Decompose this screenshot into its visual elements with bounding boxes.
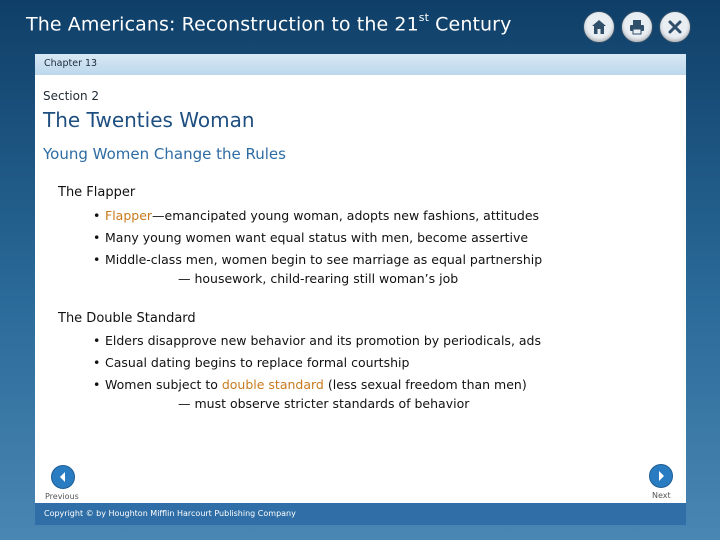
list-item: • Many young women want equal status with men, become assertive (93, 227, 542, 249)
slide-heading: The Twenties Woman (43, 108, 255, 132)
continuation-line: — must observe stricter standards of behavior (178, 396, 470, 411)
bullet-list-flapper (93, 205, 542, 271)
home-icon[interactable] (583, 11, 615, 43)
footer-bar (35, 503, 686, 525)
block-title-flapper: The Flapper (58, 185, 136, 200)
list-item: • Elders disapprove new behavior and its promotion by periodicals, ads (93, 330, 541, 352)
slide-content (35, 75, 686, 503)
previous-button[interactable] (51, 465, 75, 489)
highlight-term: Flapper (105, 208, 153, 223)
chapter-bar (35, 54, 686, 75)
arrow-left-icon (57, 471, 69, 483)
close-icon[interactable] (659, 11, 691, 43)
print-icon[interactable] (621, 11, 653, 43)
next-label[interactable]: Next (652, 491, 671, 500)
list-item: • Flapper—emancipated young woman, adopts new fashions, attitudes (93, 205, 542, 227)
bullet-list-double-standard (93, 330, 541, 396)
arrow-right-icon (655, 470, 667, 482)
top-toolbar (583, 11, 691, 43)
next-button[interactable] (649, 464, 673, 488)
list-item: • Casual dating begins to replace formal courtship (93, 352, 541, 374)
block-title-double-standard: The Double Standard (58, 311, 196, 326)
copyright-text: Copyright © by Houghton Mifflin Harcourt Publishing Company (44, 509, 296, 518)
slide-subheading: Young Women Change the Rules (43, 145, 286, 163)
chapter-label: Chapter 13 (44, 58, 98, 69)
app-title: The Americans: Reconstruction to the 21st Century (26, 11, 512, 36)
list-item: • Women subject to double standard (less sexual freedom than men) (93, 374, 541, 396)
highlight-term: double standard (221, 377, 324, 392)
list-item: • Middle-class men, women begin to see marriage as equal partnership (93, 249, 542, 271)
continuation-line: — housework, child-rearing still woman’s job (178, 271, 459, 286)
section-label: Section 2 (43, 89, 100, 103)
previous-label[interactable]: Previous (45, 492, 79, 501)
